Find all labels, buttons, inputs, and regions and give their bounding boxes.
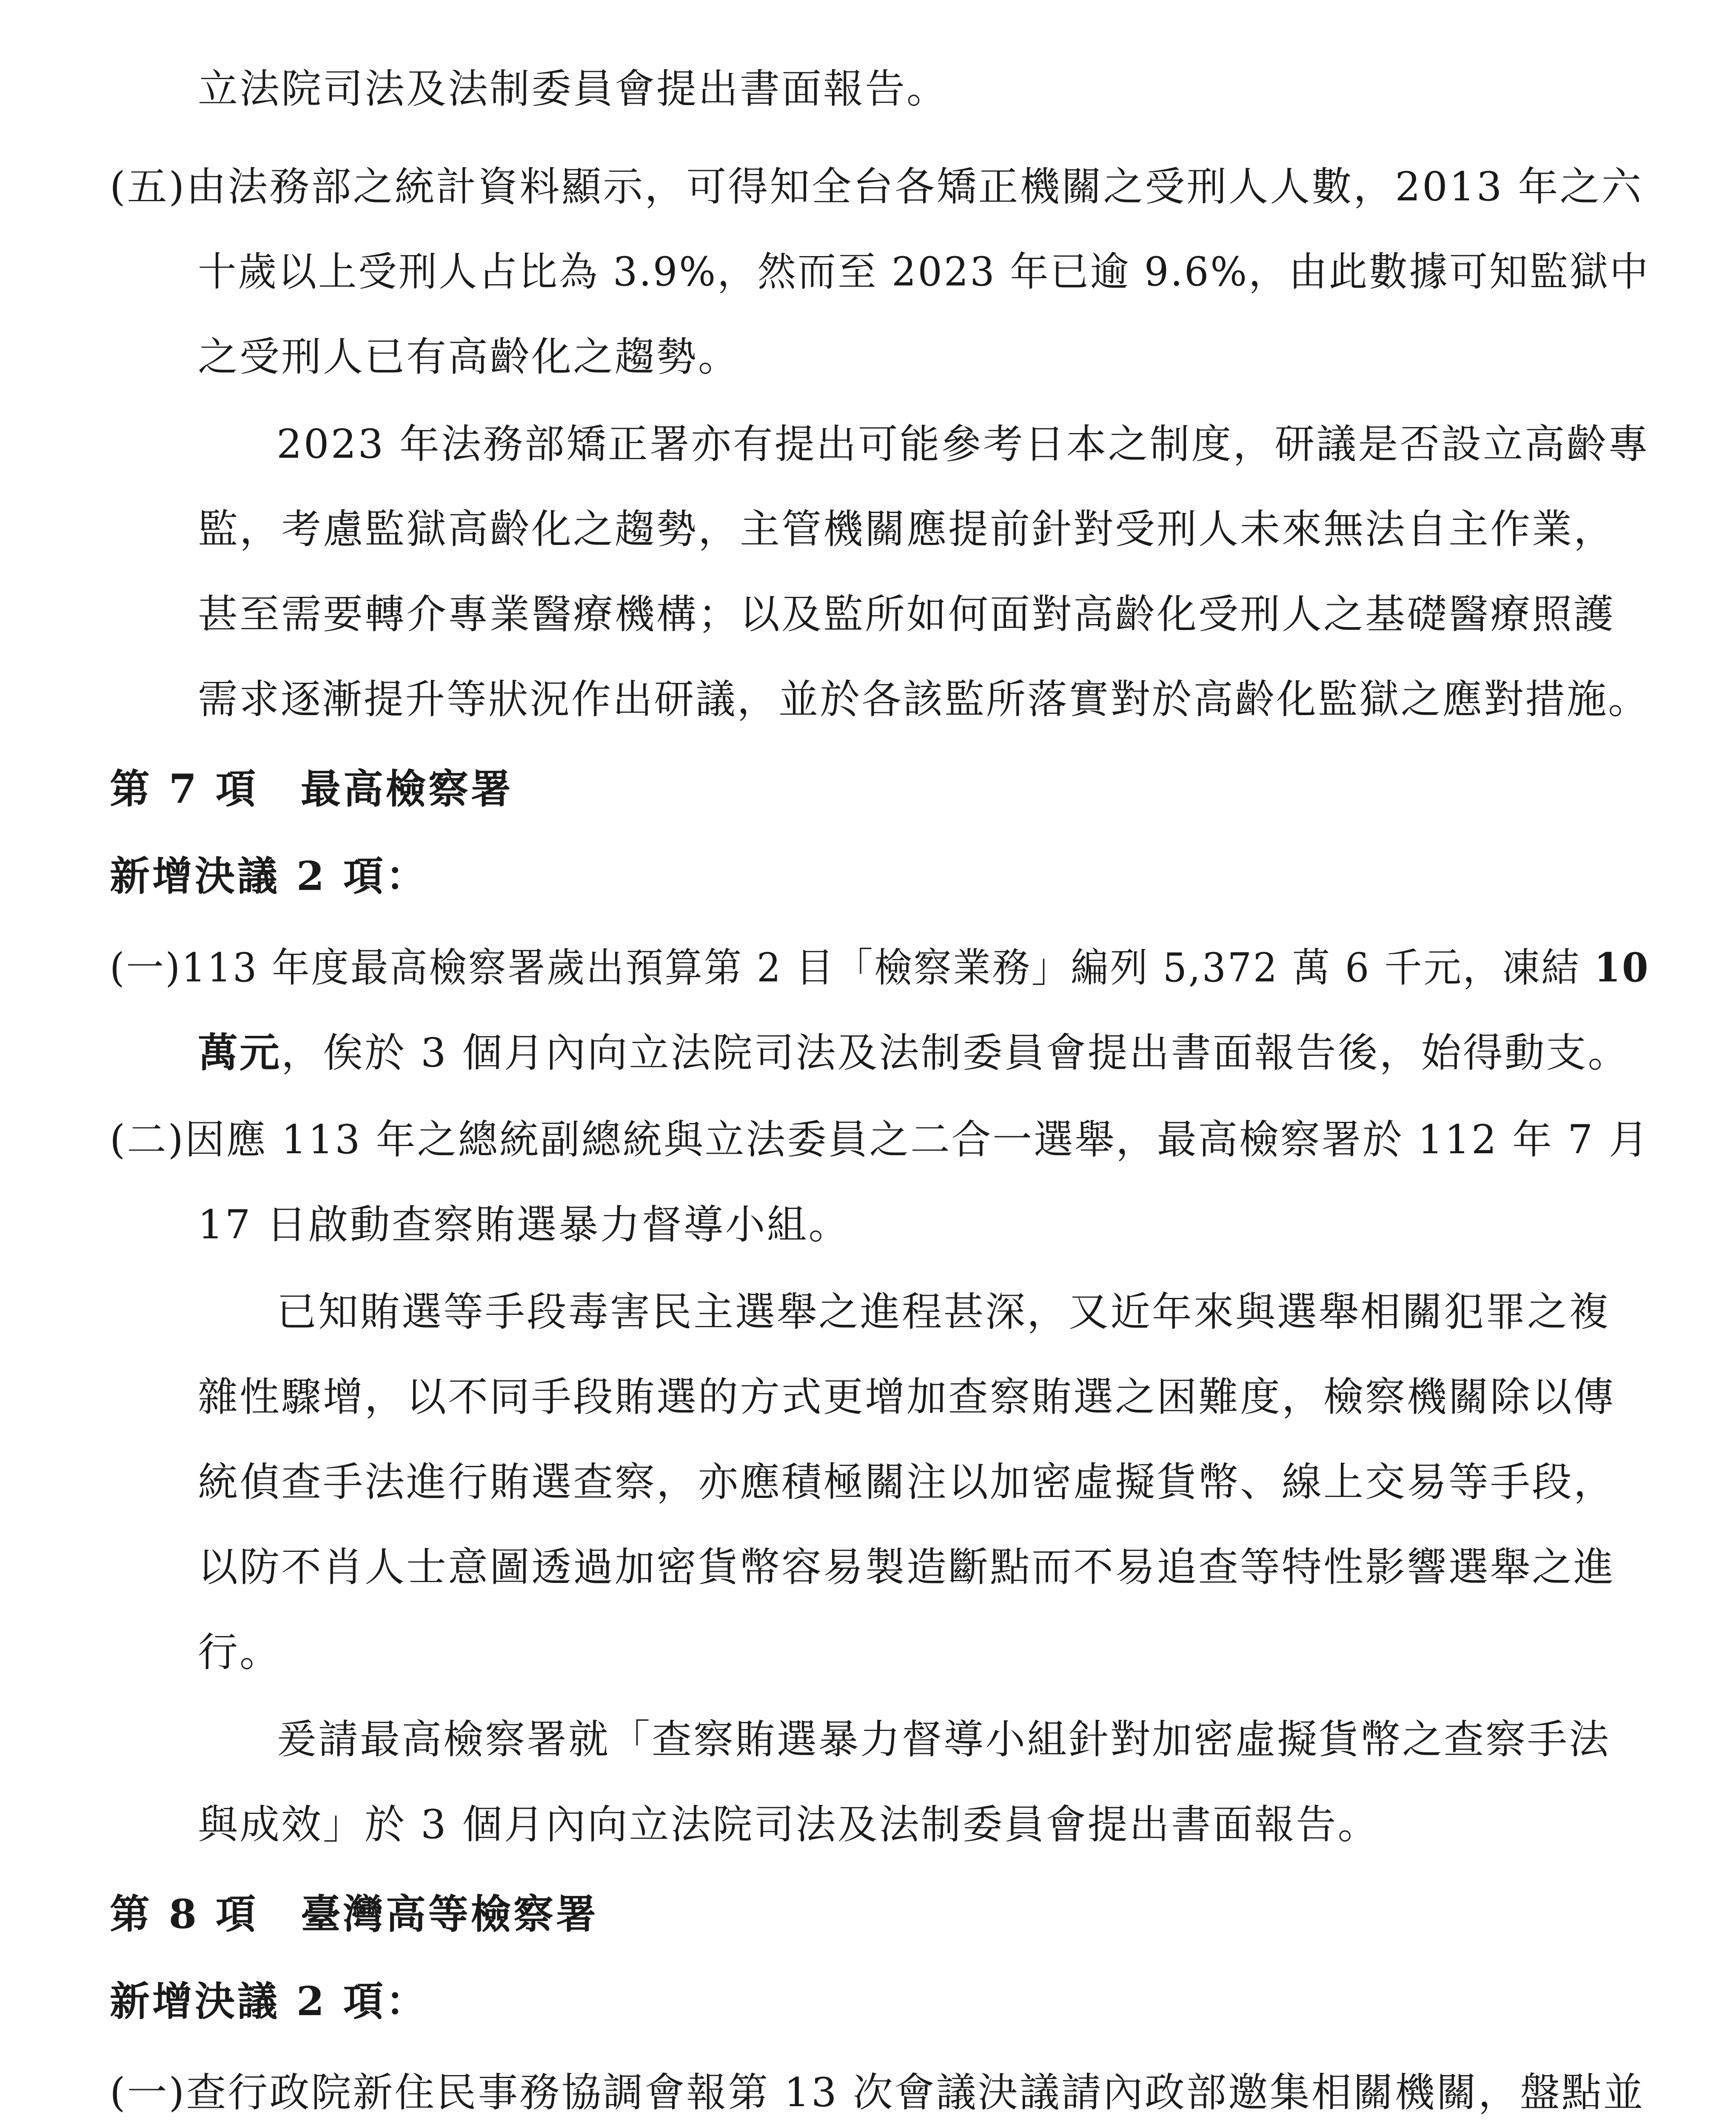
text-line xyxy=(110,942,1650,994)
text-line-continued xyxy=(198,1372,1650,1423)
text-line: 與成效」於 3 個月內向立法院司法及法制委員會提出書面報告。 xyxy=(198,1802,1380,1848)
text-line: 雜性驟增，以不同手段賄選的方式更增加查察賄選之困難度，檢察機關除以傳 xyxy=(198,1374,1616,1420)
text-line-continued xyxy=(198,1542,1650,1593)
section-heading-8: 第 8 項 臺灣高等檢察署 xyxy=(110,1891,599,1938)
text-line-continued xyxy=(198,504,1650,555)
resolution-count: 新增決議 2 項： xyxy=(110,853,428,900)
text-line-continued xyxy=(198,1457,1650,1508)
text-line-continued xyxy=(198,589,1650,640)
text-line: 監，考慮監獄高齡化之趨勢，主管機關應提前針對受刑人未來無法自主作業， xyxy=(198,506,1616,553)
text-line-continued xyxy=(198,247,1650,298)
text-line: 17 日啟動查察賄選暴力督導小組。 xyxy=(198,1202,850,1248)
paragraph-first-line xyxy=(277,1287,1650,1338)
text-line: (五)由法務部之統計資料顯示，可得知全台各矯正機關之受刑人人數，2013 年之六 xyxy=(110,164,1643,210)
list-item-1 xyxy=(110,2067,1650,2118)
text-line: 甚至需要轉介專業醫療機構；以及監所如何面對高齡化受刑人之基礎醫療照護 xyxy=(198,591,1616,638)
list-item-1 xyxy=(110,942,1650,994)
text-line: 2023 年法務部矯正署亦有提出可能參考日本之制度，研議是否設立高齡專 xyxy=(277,421,1650,468)
text-line: 已知賄選等手段毒害民主選舉之進程甚深，又近年來與選舉相關犯罪之複 xyxy=(277,1289,1611,1335)
text-line: 需求逐漸提升等狀況作出研議，並於各該監所落實對於高齡化監獄之應對措施。 xyxy=(198,676,1650,723)
text-line: (二)因應 113 年之總統副總統與立法委員之二合一選舉，最高檢察署於 112 年 7 月 xyxy=(110,1117,1650,1163)
list-item-5 xyxy=(110,162,1650,213)
text-line: 行。 xyxy=(198,1629,282,1676)
text-segment: ，俟於 3 個月內向立法院司法及法制委員會提出書面報告後，始得動支。 xyxy=(281,1030,1630,1076)
text-line: 爰請最高檢察署就「查察賄選暴力督導小組針對加密虛擬貨幣之查察手法 xyxy=(277,1716,1611,1763)
paragraph-first-line xyxy=(277,419,1649,470)
text-line: (一)查行政院新住民事務協調會報第 13 次會議決議請內政部邀集相關機關，盤點並 xyxy=(110,2070,1645,2116)
bold-amount: 10 xyxy=(1594,944,1650,991)
text-segment: (一)113 年度最高檢察署歲出預算第 2 目「檢察業務」編列 5,372 萬 6 千元，凍結 xyxy=(110,945,1594,991)
section-heading-7: 第 7 項 最高檢察署 xyxy=(110,766,513,813)
text-line: 以防不肖人士意圖透過加密貨幣容易製造斷點而不易追查等特性影響選舉之進 xyxy=(198,1544,1616,1591)
text-line: 統偵查手法進行賄選查察，亦應積極關注以加密虛擬貨幣、線上交易等手段， xyxy=(198,1459,1616,1505)
text-line-continued xyxy=(198,1027,1630,1079)
list-item-2 xyxy=(110,1115,1650,1166)
text-line: 之受刑人已有高齡化之趨勢。 xyxy=(198,334,740,380)
resolution-count: 新增決議 2 項： xyxy=(110,1978,428,2025)
text-line: 十歲以上受刑人占比為 3.9%，然而至 2023 年已逾 9.6%，由此數據可知監獄中 xyxy=(198,249,1650,295)
paragraph-first-line xyxy=(277,1714,1650,1765)
text-line: 立法院司法及法制委員會提出書面報告。 xyxy=(198,66,949,112)
text-line-continued xyxy=(198,674,1650,725)
bold-amount-unit: 萬元 xyxy=(198,1029,282,1076)
